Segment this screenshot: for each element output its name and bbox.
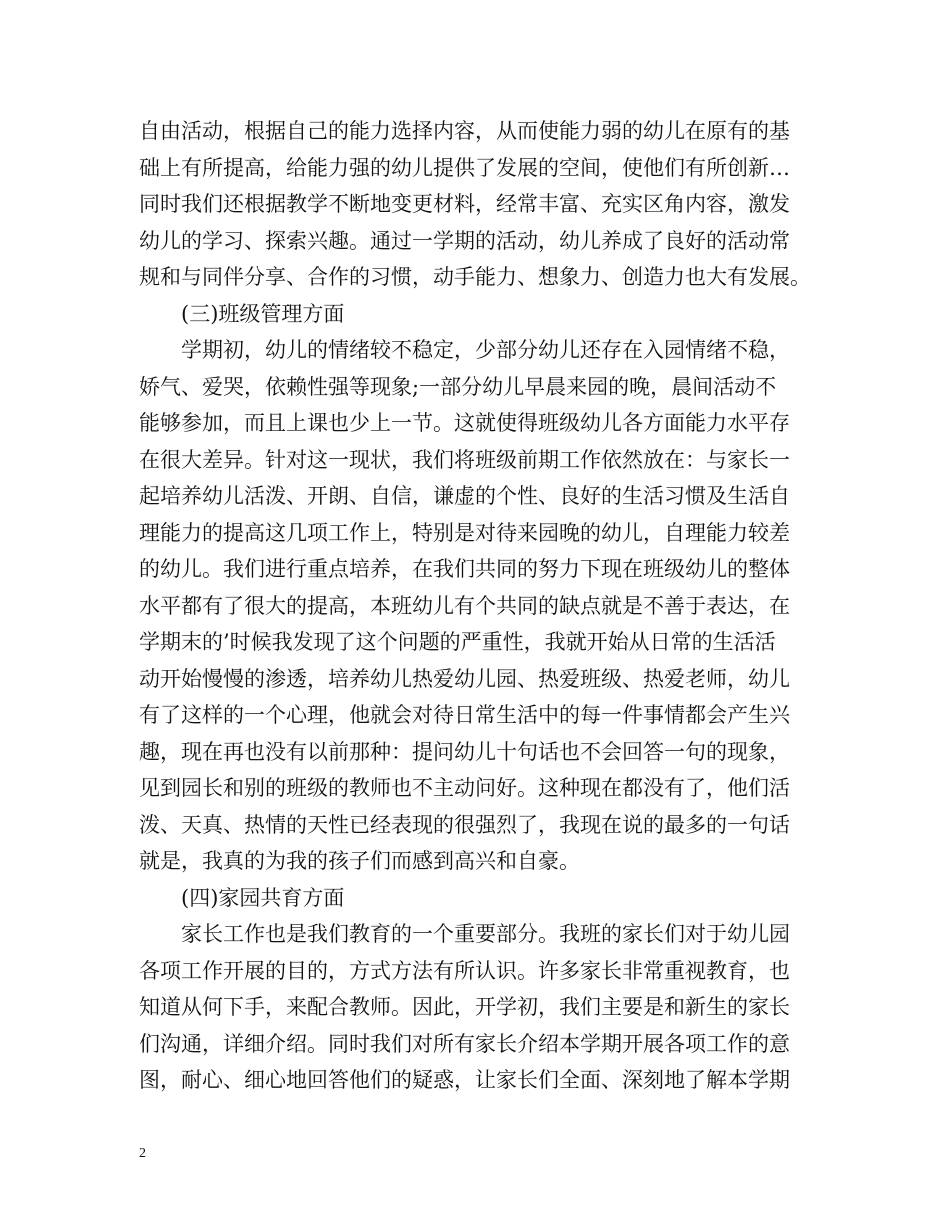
text-line: 学期末的’时候我发现了这个问题的严重性，我就开始从日常的生活活 — [139, 630, 776, 654]
text-line: 自由活动，根据自己的能力选择内容，从而使能力弱的幼儿在原有的基 — [139, 119, 790, 143]
text-line: 理能力的提高这几项工作上，特别是对待来园晚的幼儿，自理能力较差 — [139, 520, 790, 545]
text-line: 的幼儿。我们进行重点培养，在我们共同的努力下现在班级幼儿的整体 — [139, 557, 790, 581]
text-line: 同时我们还根据教学不断地变更材料，经常丰富、充实区角内容，激发 — [139, 192, 790, 216]
text-line: 泼、天真、热情的天性已经表现的很强烈了，我现在说的最多的一句话 — [139, 812, 790, 837]
text-line: 础上有所提高，给能力强的幼儿提供了发展的空间，使他们有所创新… — [139, 155, 790, 180]
text-line: 幼儿的学习、探索兴趣。通过一学期的活动，幼儿养成了良好的活动常 — [139, 228, 790, 253]
text-line: 水平都有了很大的提高，本班幼儿有个共同的缺点就是不善于表达，在 — [139, 593, 790, 618]
text-line: 图，耐心、细心地回答他们的疑惑，让家长们全面、深刻地了解本学期 — [139, 1068, 790, 1092]
page-number: 2 — [139, 1146, 146, 1161]
text-line: 能够参加，而且上课也少上一节。这就使得班级幼儿各方面能力水平存 — [139, 411, 790, 435]
text-line: 家长工作也是我们教育的一个重要部分。我班的家长们对于幼儿园 — [139, 922, 790, 946]
text-line: 学期初，幼儿的情绪较不稳定，少部分幼儿还存在入园情绪不稳， — [139, 338, 790, 362]
text-line: 规和与同伴分享、合作的习惯，动手能力、想象力、创造力也大有发展。 — [139, 265, 811, 289]
text-line: 娇气、爱哭，依赖性强等现象;一部分幼儿早晨来园的晚，晨间活动不 — [139, 374, 777, 399]
text-line: (三)班级管理方面 — [139, 301, 345, 326]
text-line: 有了这样的一个心理，他就会对待日常生活中的每一件事情都会产生兴 — [139, 703, 790, 727]
text-line: 们沟通，详细介绍。同时我们对所有家长介绍本学期开展各项工作的意 — [139, 1031, 790, 1056]
text-line: 见到园长和别的班级的教师也不主动问好。这种现在都没有了，他们活 — [139, 776, 790, 800]
text-line: 在很大差异。针对这一现状，我们将班级前期工作依然放在：与家长一 — [139, 447, 790, 472]
text-line: (四)家园共育方面 — [139, 885, 345, 910]
text-line: 起培养幼儿活泼、开朗、自信，谦虚的个性、良好的生活习惯及生活自 — [139, 484, 790, 508]
text-line: 知道从何下手，来配合教师。因此，开学初，我们主要是和新生的家长 — [139, 995, 790, 1019]
text-line: 各项工作开展的目的，方式方法有所认识。许多家长非常重视教育，也 — [139, 958, 790, 983]
text-line: 就是，我真的为我的孩子们而感到高兴和自豪。 — [139, 849, 580, 873]
body-text — [139, 113, 839, 1099]
text-line: 动开始慢慢的渗透，培养幼儿热爱幼儿园、热爱班级、热爱老师，幼儿 — [139, 666, 790, 691]
text-line: 趣，现在再也没有以前那种：提问幼儿十句话也不会回答一句的现象， — [139, 739, 790, 764]
